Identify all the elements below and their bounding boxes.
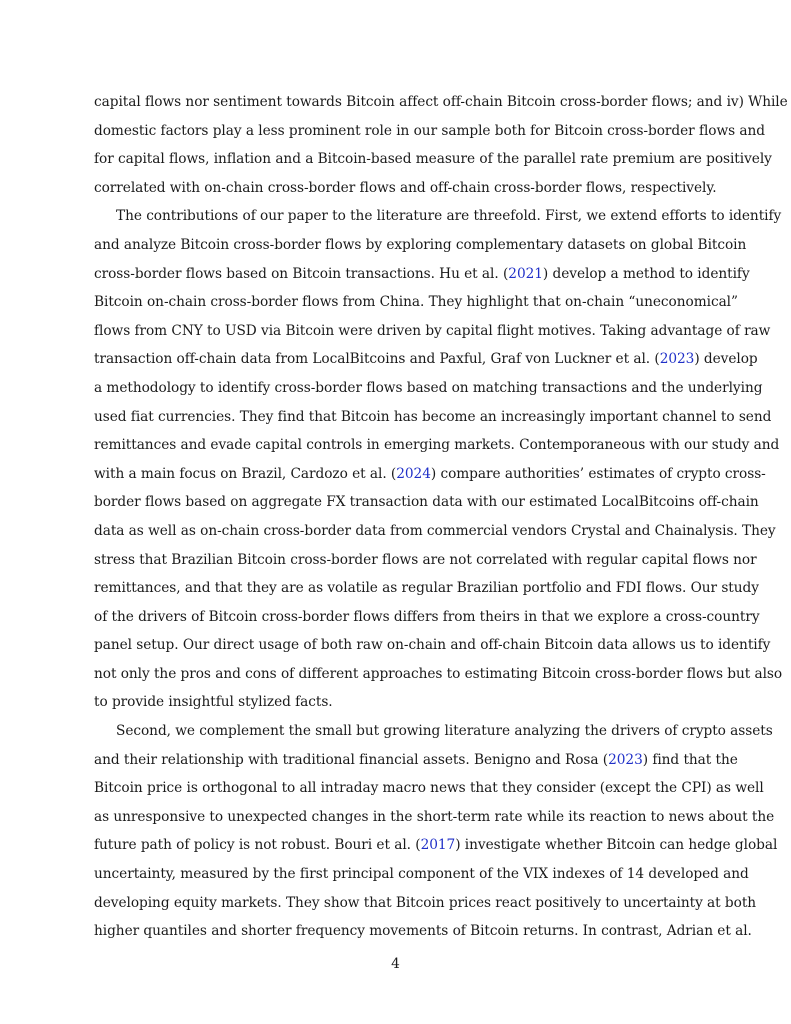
text-span: border flows based on aggregate FX transaction data with our estimated LocalBitcoins off-chain [94,494,759,511]
text-span: Bitcoin price is orthogonal to all intraday macro news that they consider (except the CPI) as well [94,780,764,797]
text-line [94,574,759,603]
text-line [94,460,766,489]
citation-link[interactable]: 2017 [420,837,456,854]
text-span: used fiat currencies. They find that Bitcoin has become an increasingly important channel to send [94,408,772,425]
text-line [94,202,782,231]
text-span: a methodology to identify cross-border flows based on matching transactions and the underlying [94,379,763,396]
text-line [94,345,758,374]
text-span: ) develop a method to identify [542,265,750,282]
text-span: The contributions of our paper to the literature are threefold. First, we extend efforts to identify [116,208,782,225]
text-span: and analyze Bitcoin cross-border flows by exploring complementary datasets on global Bitcoin [94,236,747,253]
text-line [94,231,747,260]
text-line [94,288,738,317]
citation-link[interactable]: 2021 [508,265,543,282]
text-line [94,688,698,717]
text-span: transaction off-chain data from LocalBitcoins and Paxful, Graf von Luckner et al. ( [94,351,660,368]
text-line [94,889,757,918]
text-line [94,88,788,117]
text-line [94,660,783,689]
text-line [94,917,752,946]
text-line [94,431,780,460]
text-span: and their relationship with traditional financial assets. Benigno and Rosa ( [94,751,609,768]
text-line [94,317,771,346]
text-span: capital flows nor sentiment towards Bitcoin affect off-chain Bitcoin cross-border flows; and iv) While [94,94,788,110]
text-line [94,517,776,546]
text-line [94,631,771,660]
text-span: flows from CNY to USD via Bitcoin were driven by capital flight motives. Taking advantage of raw [94,322,771,339]
text-line [94,774,764,803]
text-line [94,260,750,289]
text-span: correlated with on-chain cross-border flows and off-chain cross-border flows, respectively. [94,179,717,196]
text-line [94,488,759,517]
paragraph [94,88,788,202]
text-line [94,145,772,174]
text-line [94,403,772,432]
text-line [94,860,749,889]
text-span: panel setup. Our direct usage of both raw on-chain and off-chain Bitcoin data allows us to identify [94,637,771,654]
text-span: cross-border flows based on Bitcoin transactions. Hu et al. ( [94,265,509,282]
paragraph [94,717,778,946]
text-span: ) compare authorities’ estimates of crypto cross- [430,465,766,482]
text-span: future path of policy is not robust. Bouri et al. ( [94,837,421,854]
text-span: remittances, and that they are as volatile as regular Brazilian portfolio and FDI flows. Our study [94,580,759,597]
text-span: as unresponsive to unexpected changes in the short-term rate while its reaction to news about the [94,808,775,825]
text-line [94,746,738,775]
body-text [94,88,788,946]
text-span: remittances and evade capital controls in emerging markets. Contemporaneous with our study and [94,437,780,454]
text-span: of the drivers of Bitcoin cross-border flows differs from theirs in that we explore a cross-country [94,608,760,625]
text-span: uncertainty, measured by the first principal component of the VIX indexes of 14 developed and [94,866,749,883]
text-span: Second, we complement the small but growing literature analyzing the drivers of crypto assets [116,723,773,740]
text-span: ) develop [694,351,758,368]
text-span: to provide insightful stylized facts. [94,694,333,711]
text-span: Bitcoin on-chain cross-border flows from China. They highlight that on-chain “uneconomical” [94,294,738,311]
text-span: for capital flows, inflation and a Bitcoin-based measure of the parallel rate premium are positively [94,151,772,168]
text-span: higher quantiles and shorter frequency movements of Bitcoin returns. In contrast, Adrian et al. [94,923,752,940]
text-span: domestic factors play a less prominent role in our sample both for Bitcoin cross-border flows and [94,122,766,139]
paragraph [94,202,783,717]
text-line [94,117,766,146]
citation-link[interactable]: 2023 [608,751,643,768]
text-span: not only the pros and cons of different approaches to estimating Bitcoin cross-border flows but also [94,665,783,682]
text-span: data as well as on-chain cross-border data from commercial vendors Crystal and Chainalysis. They [94,522,776,539]
text-span: with a main focus on Brazil, Cardozo et al. ( [94,465,397,482]
citation-link[interactable]: 2024 [396,465,431,482]
text-line [94,717,773,746]
text-line [94,603,760,632]
text-span: ) find that the [642,751,738,768]
text-line [94,374,763,403]
text-span: developing equity markets. They show that Bitcoin prices react positively to uncertainty at both [94,894,757,911]
text-span: ) investigate whether Bitcoin can hedge global [455,837,778,854]
text-line [94,803,775,832]
text-line [94,831,778,860]
text-span: stress that Brazilian Bitcoin cross-border flows are not correlated with regular capital flows nor [94,551,757,568]
text-line [94,546,757,575]
text-line [94,174,717,203]
citation-link[interactable]: 2023 [659,351,695,368]
page-number: 4 [391,956,400,972]
